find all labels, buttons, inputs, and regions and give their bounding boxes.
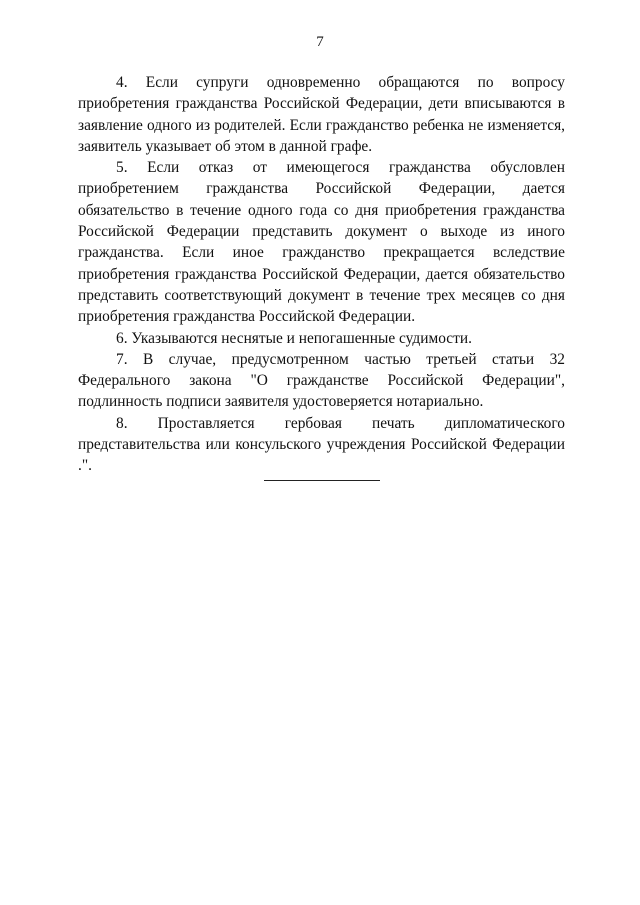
closing-divider <box>264 480 380 481</box>
paragraph-6: 6. Указываются неснятые и непогашенные судимости. <box>116 329 472 347</box>
paragraph-7: 7. В случае, предусмотренном частью третьей статьи 32 Федерального закона "О гражданстве Российской Федерации", подлинность подписи заявителя удостоверяется нотариально. <box>78 350 565 411</box>
paragraph-8: 8. Проставляется гербовая печать дипломатического представительства или консульского учреждения Российской Федерации .". <box>78 414 565 475</box>
page-number: 7 <box>316 34 324 50</box>
paragraph-4: 4. Если супруги одновременно обращаются по вопросу приобретения гражданства Российской Федерации, дети вписываются в заявление одного из родителей. Если гражданство ребенка не изменяется, заявитель указывает об этом в данной графе. <box>78 74 565 155</box>
document-body <box>78 72 565 477</box>
paragraph-5: 5. Если отказ от имеющегося гражданства обусловлен приобретением гражданства Российской Федерации, дается обязательство в течение одного года со дня приобретения гражданства Российской Федерации представить документ о выходе из иного гражданства. Если иное гражданство прекращается вследствие приобретения гражданства Российской Федерации, дается обязательство представить соответствующий документ в течение трех месяцев со дня приобретения гражданства Российской Федерации. <box>78 159 565 326</box>
